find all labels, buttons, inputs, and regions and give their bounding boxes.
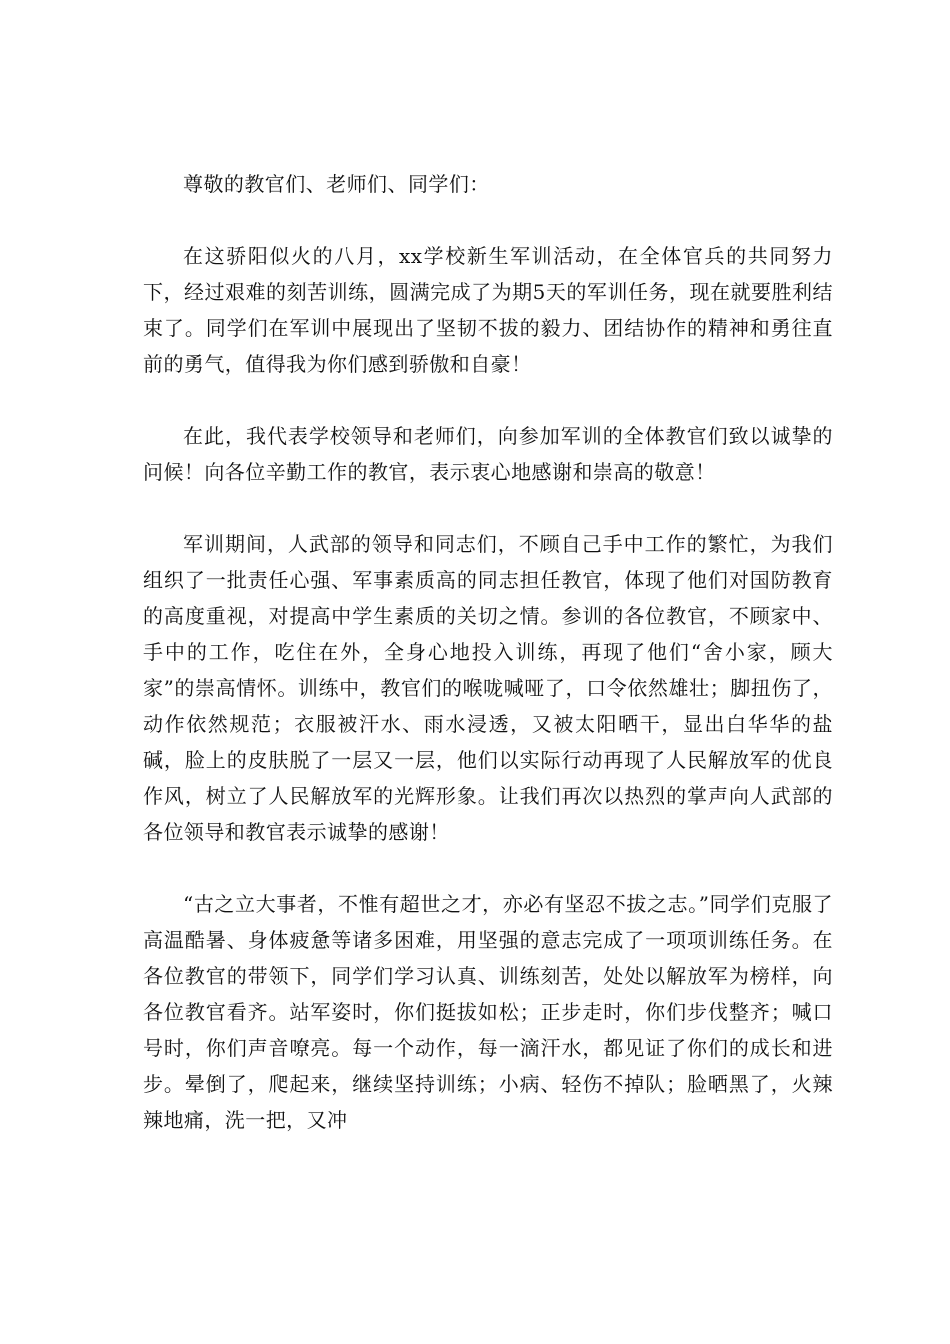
paragraph-instructors-thanks: 军训期间，人武部的领导和同志们，不顾自己手中工作的繁忙，为我们组织了一批责任心强、军事素质高的同志担任教官，体现了他们对国防教育的高度重视，对提高中学生素质的关切之情。参训的各位教官，不顾家中、手中的工作，吃住在外，全身心地投入训练，再现了他们“舍小家，顾大家”的崇高情怀。训练中，教官们的喉咙喊哑了，口令依然雄壮；脚扭伤了，动作依然规范；衣服被汗水、雨水浸透，又被太阳晒干，显出白华华的盐碱，脸上的皮肤脱了一层又一层，他们以实际行动再现了人民解放军的优良作风，树立了人民解放军的光辉形象。让我们再次以热烈的掌声向人武部的各位领导和教官表示诚挚的感谢！ xyxy=(143,532,833,844)
paragraph-opening: 在这骄阳似火的八月，xx学校新生军训活动，在全体官兵的共同努力下，经过艰难的刻苦训练，圆满完成了为期5天的军训任务，现在就要胜利结束了。同学们在军训中展现出了坚韧不拔的毅力、团结协作的精神和勇往直前的勇气，值得我为你们感到骄傲和自豪！ xyxy=(143,244,833,376)
paragraph-greeting: 在此，我代表学校领导和老师们，向参加军训的全体教官们致以诚挚的问候！向各位辛勤工作的教官，表示衷心地感谢和崇高的敬意！ xyxy=(143,424,833,484)
salutation: 尊敬的教官们、老师们、同学们： xyxy=(183,172,490,196)
paragraph-students-praise: “古之立大事者，不惟有超世之才，亦必有坚忍不拔之志。”同学们克服了高温酷暑、身体疲惫等诸多困难，用坚强的意志完成了一项项训练任务。在各位教官的带领下，同学们学习认真、训练刻苦，处处以解放军为榜样，向各位教官看齐。站军姿时，你们挺拔如松；正步走时，你们步伐整齐；喊口号时，你们声音嘹亮。每一个动作，每一滴汗水，都见证了你们的成长和进步。晕倒了，爬起来，继续坚持训练；小病、轻伤不掉队；脸晒黑了，火辣辣地痛，洗一把，又冲 xyxy=(143,892,833,1132)
speech-body xyxy=(143,166,833,1138)
